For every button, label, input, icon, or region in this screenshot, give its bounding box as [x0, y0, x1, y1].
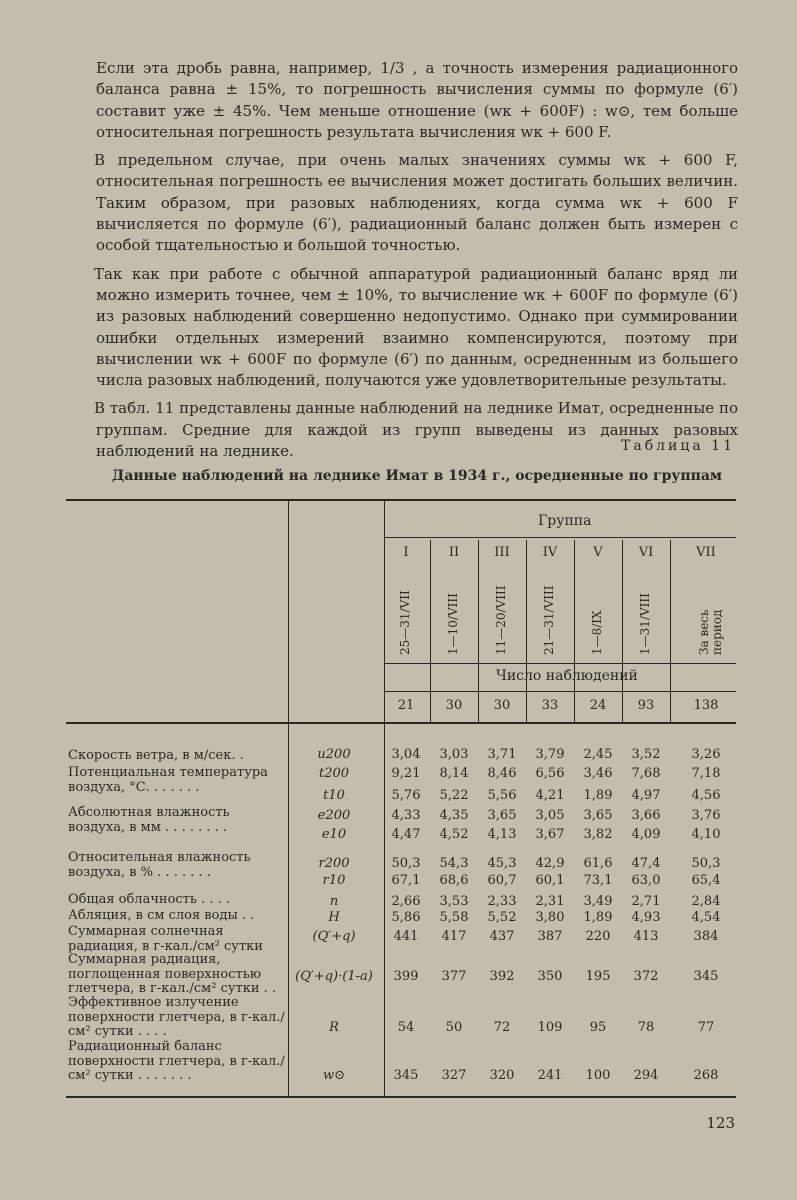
- table-cell: 2,33: [487, 894, 517, 909]
- row-symbol: R: [329, 1020, 339, 1035]
- period-rule: [384, 663, 736, 664]
- table-cell: 4,09: [631, 827, 661, 842]
- table-cell: 9,21: [391, 766, 421, 781]
- paragraph-4: В табл. 11 представлены данные наблюдений на леднике Имат, осредненные по группам. Средние для каждой из групп выведены из данных разовых наблюдений на леднике.: [94, 399, 738, 461]
- table-cell: 392: [489, 969, 515, 984]
- paragraph-3: Так как при работе с обычной аппаратурой радиационный баланс вряд ли можно измерить точнее, чем ± 10%, то вычисление wк + 600F по формуле (6′) из разовых наблюдений совершенно недопустимо. Однако при суммировании ошибки отдельных измерений взаимно компенсируются, поэтому при вычислении wк + 600F по формуле (6′) по данным, осредненным из большего числа разовых наблюдений, получаются уже удовлетворительные результаты.: [94, 264, 738, 390]
- table-cell: 73,1: [583, 873, 613, 888]
- table-bottom-rule: [66, 1096, 736, 1098]
- table-cell: 437: [489, 929, 515, 944]
- group-period: За весь период: [697, 609, 724, 655]
- table-cell: 350: [537, 969, 563, 984]
- table-cell: 50,3: [391, 856, 421, 871]
- table-cell: 54: [397, 1020, 415, 1035]
- group-number: V: [593, 545, 603, 560]
- observation-count: 21: [397, 698, 415, 713]
- table-cell: 45,3: [487, 856, 517, 871]
- table-cell: 3,82: [583, 827, 613, 842]
- table-cell: 3,71: [487, 747, 517, 762]
- table-cell: 3,46: [583, 766, 613, 781]
- row-symbol: t10: [323, 788, 345, 803]
- row-label: Общая облачность . . . .: [68, 892, 231, 907]
- table-cell: 384: [693, 929, 719, 944]
- table-cell: 195: [585, 969, 611, 984]
- group-period: 1—31/VIII: [638, 593, 652, 655]
- paragraph-2: В предельном случае, при очень малых значениях суммы wк + 600 F, относительная погрешность ее вычисления может достигать больших величин. Таким образом, при разовых наблюдениях, когда сумма wк + 600 F вычисляется по формуле (6′), радиационный баланс должен быть измерен с особой тщательностью и большой точностью.: [94, 151, 738, 255]
- table-cell: 3,66: [631, 808, 661, 823]
- group-number: VII: [696, 545, 716, 560]
- table-cell: 3,04: [391, 747, 421, 762]
- table-cell: 7,18: [691, 766, 721, 781]
- row-symbol: H: [328, 910, 340, 925]
- row-symbol: e10: [321, 827, 347, 842]
- table-cell: 4,52: [439, 827, 469, 842]
- table-cell: 100: [585, 1068, 611, 1083]
- table-top-rule: [66, 499, 736, 501]
- table-cell: 3,79: [535, 747, 565, 762]
- group-rule: [384, 537, 736, 538]
- table-cell: 3,53: [439, 894, 469, 909]
- table-cell: 327: [441, 1068, 467, 1083]
- group-number: IV: [542, 545, 558, 560]
- table-cell: 3,49: [583, 894, 613, 909]
- table-cell: 95: [589, 1020, 607, 1035]
- row-symbol: w⊙: [322, 1068, 346, 1083]
- count-rule: [384, 691, 736, 692]
- row-label: Эффективное излучение поверхности глетчера, в г-кал./см² сутки . . . .: [68, 995, 285, 1039]
- group-number: VI: [638, 545, 654, 560]
- group-period: 1—10/VIII: [446, 593, 460, 655]
- row-label: Потенциальная температура воздуха, °С. . . . . . .: [68, 765, 268, 795]
- table-cell: 345: [393, 1068, 419, 1083]
- table-cell: 441: [393, 929, 419, 944]
- table-cell: 65,4: [691, 873, 721, 888]
- row-label: Суммарная солнечная радиация, в г-кал./см² сутки: [68, 924, 263, 954]
- row-symbol: u200: [317, 747, 351, 762]
- table-cell: 3,65: [583, 808, 613, 823]
- table-title: Данные наблюдений на леднике Имат в 1934 г., осредненные по группам: [111, 468, 723, 484]
- table-cell: 8,46: [487, 766, 517, 781]
- table-cell: 67,1: [391, 873, 421, 888]
- table-label: Таблица 11: [621, 438, 735, 454]
- body-text: [96, 58, 738, 469]
- table-cell: 63,0: [631, 873, 661, 888]
- table-cell: 4,35: [439, 808, 469, 823]
- table-cell: 60,7: [487, 873, 517, 888]
- table-cell: 4,21: [535, 788, 565, 803]
- table-cell: 320: [489, 1068, 515, 1083]
- table-cell: 241: [537, 1068, 563, 1083]
- table-cell: 6,56: [535, 766, 565, 781]
- table-cell: 109: [537, 1020, 563, 1035]
- group-period: 21—31/VIII: [542, 585, 556, 655]
- group-column-divider: [478, 540, 479, 722]
- group-column-divider: [670, 540, 671, 722]
- group-number: III: [494, 545, 510, 560]
- observation-count: 30: [445, 698, 463, 713]
- row-symbol: n: [329, 894, 339, 909]
- row-symbol: r200: [318, 856, 350, 871]
- table-cell: 3,26: [691, 747, 721, 762]
- table-cell: 72: [493, 1020, 511, 1035]
- group-period: 11—20/VIII: [494, 585, 508, 655]
- table-cell: 5,76: [391, 788, 421, 803]
- table-cell: 5,86: [391, 910, 421, 925]
- table-cell: 60,1: [535, 873, 565, 888]
- observation-count: 93: [637, 698, 655, 713]
- table-cell: 2,71: [631, 894, 661, 909]
- table-cell: 4,13: [487, 827, 517, 842]
- table-cell: 4,56: [691, 788, 721, 803]
- table-cell: 5,58: [439, 910, 469, 925]
- table-cell: 2,45: [583, 747, 613, 762]
- table-cell: 3,76: [691, 808, 721, 823]
- table-cell: 5,56: [487, 788, 517, 803]
- table-cell: 78: [637, 1020, 655, 1035]
- table-cell: 220: [585, 929, 611, 944]
- table-cell: 417: [441, 929, 467, 944]
- table-cell: 4,10: [691, 827, 721, 842]
- page-number: 123: [706, 1114, 735, 1132]
- paragraph-1: Если эта дробь равна, например, 1/3 , а точность измерения радиационного баланса равна ± 15%, то погрешность вычисления суммы по формуле (6′) составит уже ± 45%. Чем меньше отношение (wк + 600F) : w⊙, тем больше относительная погрешность результата вычисления wк + 600 F.: [96, 59, 738, 141]
- row-label: Абсолютная влажность воздуха, в мм . . . . . . . .: [68, 805, 230, 835]
- group-column-divider: [622, 540, 623, 722]
- table-cell: 8,14: [439, 766, 469, 781]
- group-period: 25—31/VII: [398, 590, 412, 655]
- row-label: Абляция, в см слоя воды . .: [68, 908, 255, 923]
- row-label: Суммарная радиация, поглощенная поверхностью глетчера, в г-кал./см² сутки . .: [68, 952, 277, 996]
- count-header: Число наблюдений: [496, 668, 638, 684]
- table-cell: 61,6: [583, 856, 613, 871]
- table-cell: 50,3: [691, 856, 721, 871]
- table-cell: 5,22: [439, 788, 469, 803]
- table-cell: 1,89: [583, 788, 613, 803]
- row-label: Скорость ветра, в м/сек. .: [68, 748, 244, 763]
- row-symbol: e200: [317, 808, 351, 823]
- table-cell: 372: [633, 969, 659, 984]
- table-cell: 1,89: [583, 910, 613, 925]
- group-number: II: [448, 545, 460, 560]
- table-cell: 4,54: [691, 910, 721, 925]
- table-cell: 4,33: [391, 808, 421, 823]
- group-period: 1—8/IX: [590, 610, 604, 655]
- row-symbol: r10: [322, 873, 346, 888]
- row-label: Относительная влажность воздуха, в % . . . . . . .: [68, 850, 251, 880]
- table-cell: 3,65: [487, 808, 517, 823]
- header-bottom-rule: [66, 722, 736, 724]
- table-cell: 268: [693, 1068, 719, 1083]
- table-cell: 345: [693, 969, 719, 984]
- observation-count: 30: [493, 698, 511, 713]
- table-cell: 377: [441, 969, 467, 984]
- table-cell: 387: [537, 929, 563, 944]
- table-cell: 50: [445, 1020, 463, 1035]
- row-symbol: (Q′+q)·(1-a): [295, 969, 373, 984]
- group-column-divider: [526, 540, 527, 722]
- table-cell: 2,31: [535, 894, 565, 909]
- table-cell: 2,84: [691, 894, 721, 909]
- table-cell: 3,05: [535, 808, 565, 823]
- table-cell: 54,3: [439, 856, 469, 871]
- table-cell: 413: [633, 929, 659, 944]
- group-number: I: [403, 545, 409, 560]
- table-cell: 68,6: [439, 873, 469, 888]
- table-cell: 294: [633, 1068, 659, 1083]
- table-cell: 3,52: [631, 747, 661, 762]
- table-cell: 3,67: [535, 827, 565, 842]
- row-label: Радиационный баланс поверхности глетчера, в г-кал./см² сутки . . . . . . .: [68, 1039, 285, 1083]
- table-cell: 4,97: [631, 788, 661, 803]
- observation-count: 24: [589, 698, 607, 713]
- table-cell: 3,80: [535, 910, 565, 925]
- row-symbol: (Q′+q): [312, 929, 356, 944]
- table-cell: 77: [697, 1020, 715, 1035]
- table-cell: 399: [393, 969, 419, 984]
- row-symbol: t200: [318, 766, 350, 781]
- group-header: Группа: [538, 513, 592, 529]
- table-cell: 47,4: [631, 856, 661, 871]
- table-cell: 3,03: [439, 747, 469, 762]
- group-column-divider: [574, 540, 575, 722]
- group-column-divider: [430, 540, 431, 722]
- observation-count: 33: [541, 698, 559, 713]
- table-cell: 7,68: [631, 766, 661, 781]
- table-cell: 4,47: [391, 827, 421, 842]
- table-cell: 2,66: [391, 894, 421, 909]
- table-cell: 42,9: [535, 856, 565, 871]
- table-cell: 5,52: [487, 910, 517, 925]
- observation-count: 138: [693, 698, 719, 713]
- table-cell: 4,93: [631, 910, 661, 925]
